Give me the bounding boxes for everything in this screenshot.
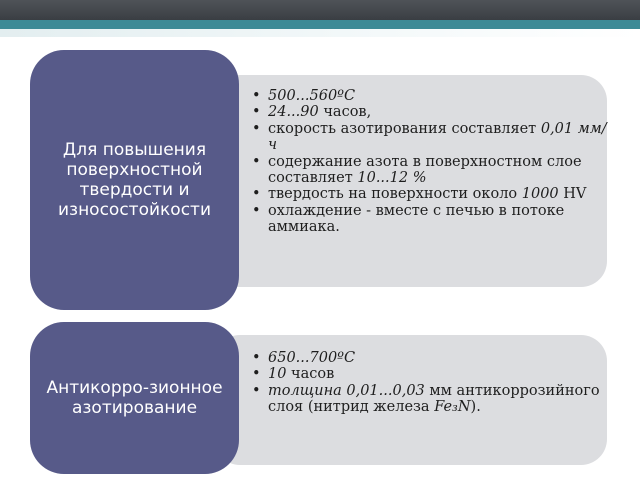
accent-stripe-light bbox=[0, 29, 640, 37]
list-anticorrosion bbox=[252, 350, 608, 416]
list-item: • охлаждение - вместе с печью в потоке аммиака. bbox=[252, 203, 608, 236]
label-surface-hardness-text: Для повышения поверхностной твердости и износостойкости bbox=[57, 140, 212, 220]
label-surface-hardness bbox=[30, 50, 239, 310]
list-item: • скорость азотирования составляет 0,01 мм/ч bbox=[252, 121, 608, 154]
list-item: • толщина 0,01...0,03 мм антикоррозийного слоя (нитрид железа Fe₃N). bbox=[252, 383, 608, 416]
list-surface-hardness bbox=[252, 88, 608, 236]
list-item: • 500...560ºС bbox=[252, 88, 608, 104]
title-bar bbox=[0, 0, 640, 20]
list-item: • твердость на поверхности около 1000 HV bbox=[252, 186, 608, 202]
list-item: • 24...90 часов, bbox=[252, 104, 608, 120]
label-anticorrosion-text: Антикорро-зионное азотирование bbox=[46, 378, 223, 418]
list-item: • 650...700ºС bbox=[252, 350, 608, 366]
accent-stripe bbox=[0, 20, 640, 29]
list-item: • 10 часов bbox=[252, 366, 608, 382]
label-anticorrosion bbox=[30, 322, 239, 474]
list-item: • содержание азота в поверхностном слое составляет 10...12 % bbox=[252, 154, 608, 187]
